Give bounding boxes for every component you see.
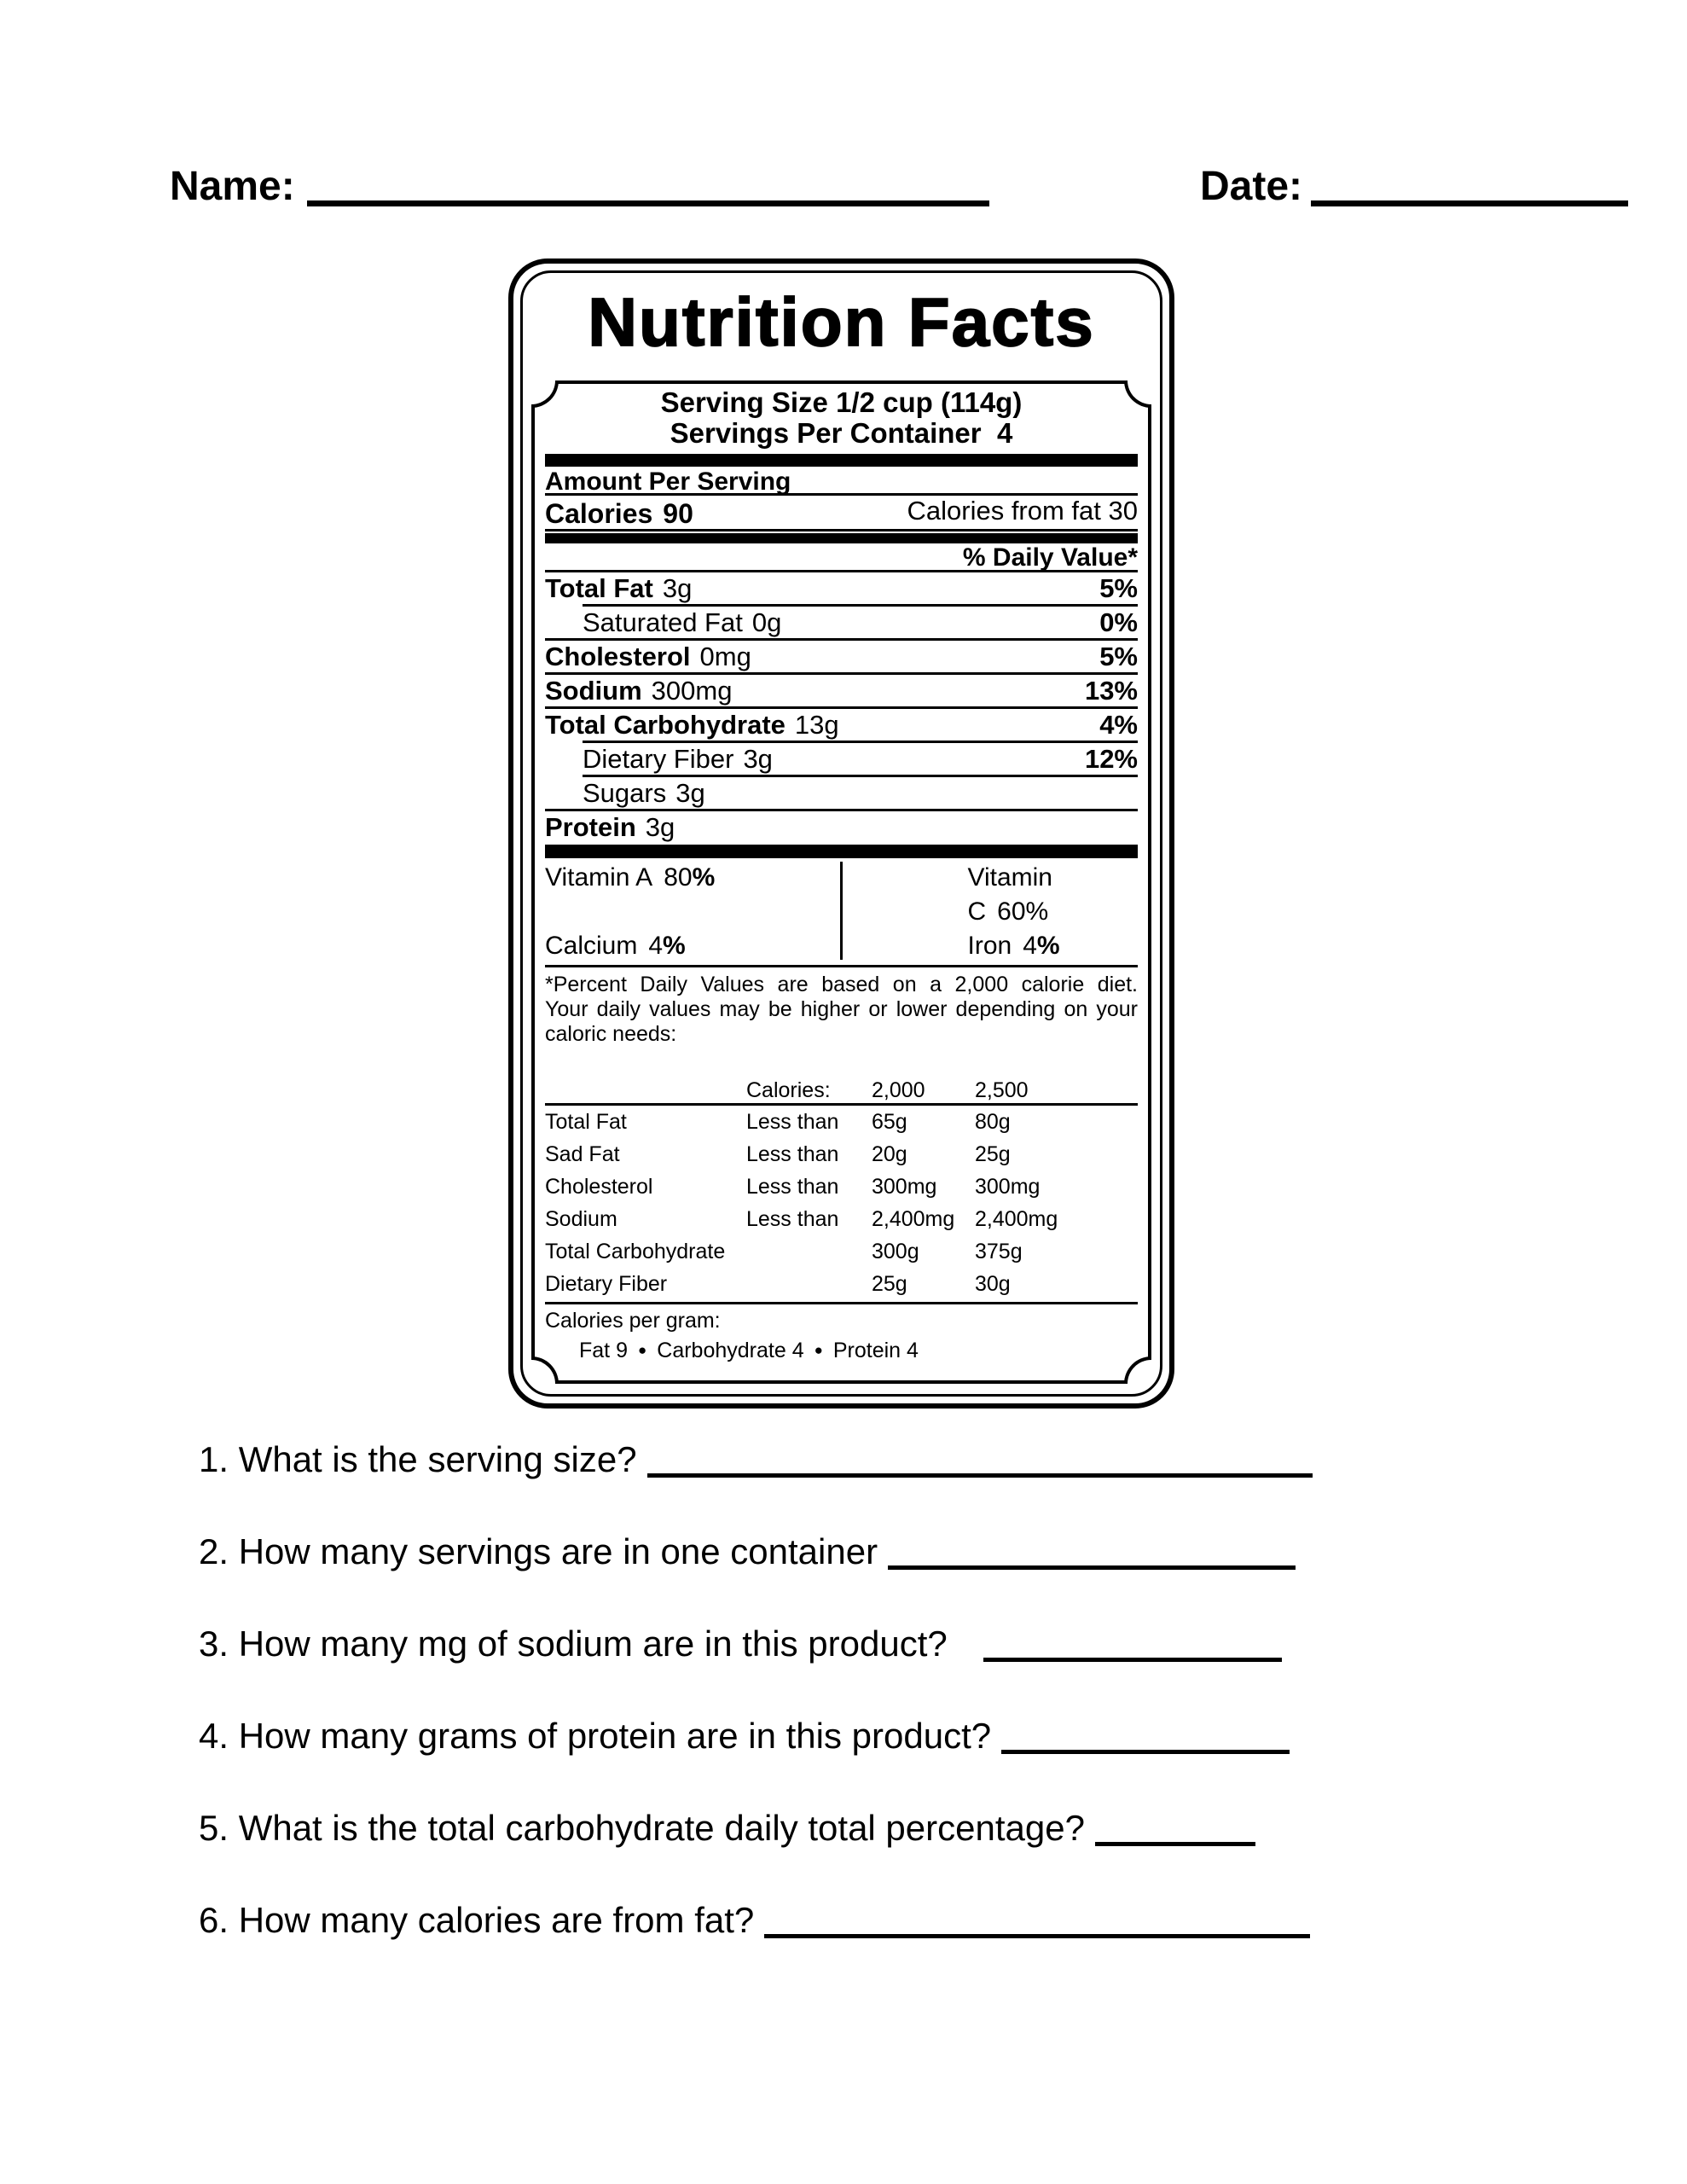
bullet-icon: ● <box>637 1342 647 1358</box>
name-date-bar <box>170 164 1628 210</box>
vitamins-divider <box>840 862 843 960</box>
thick-separator-bar <box>545 533 1138 543</box>
question-5-answer-blank[interactable] <box>1095 1842 1255 1846</box>
table-cell: 65g <box>872 1110 907 1134</box>
nutrient-row-total-carbohydrate: Total Carbohydrate 13g 4% <box>545 710 1138 740</box>
date-label: Date: <box>1199 164 1302 209</box>
question-2-answer-blank[interactable] <box>888 1565 1296 1570</box>
table-cell: 20g <box>872 1142 907 1166</box>
table-cell: Total Carbohydrate <box>545 1240 726 1263</box>
calcium: Calcium 4% <box>545 932 686 960</box>
nutrient-row-total-fat: Total Fat 3g 5% <box>545 573 1138 603</box>
footnote-line: caloric needs: <box>545 1022 677 1046</box>
question-text: 2. How many servings are in one container <box>199 1531 878 1571</box>
thick-separator-bar <box>545 454 1138 467</box>
nutrient-row-protein: Protein 3g <box>545 812 675 842</box>
question-4 <box>199 1716 1529 1756</box>
calories-per-gram-values: Fat 9 ● Carbohydrate 4 ● Protein 4 <box>579 1339 919 1362</box>
calories-from-fat: Calories from fat 30 <box>907 496 1138 526</box>
table-cell: Sad Fat <box>545 1142 620 1166</box>
label-plaque <box>531 380 1151 1384</box>
table-cell: 80g <box>975 1110 1011 1134</box>
question-1 <box>199 1440 1529 1479</box>
vitamin-a: Vitamin A 80% <box>545 863 716 892</box>
table-cell: Less than <box>746 1142 839 1166</box>
question-3-answer-blank[interactable] <box>983 1658 1282 1662</box>
bullet-icon: ● <box>814 1342 823 1358</box>
question-text: 6. How many calories are from fat? <box>199 1900 755 1940</box>
table-cell: 300mg <box>872 1175 937 1199</box>
question-list <box>199 1440 1529 1993</box>
table-cell <box>746 1235 872 1268</box>
table-cell: 375g <box>975 1240 1023 1263</box>
daily-value-percent: 13% <box>1084 676 1138 706</box>
table-header-cell: 2,000 <box>872 1078 925 1102</box>
date-answer-blank[interactable] <box>1311 200 1628 206</box>
question-5 <box>199 1809 1529 1848</box>
table-cell: 300g <box>872 1240 919 1263</box>
table-cell: 300mg <box>975 1175 1041 1199</box>
table-cell: 25g <box>975 1142 1011 1166</box>
footnote <box>545 973 1138 1047</box>
daily-value-percent: 4% <box>1099 710 1138 740</box>
table-cell: Total Fat <box>545 1110 627 1134</box>
calories-per-gram-label: Calories per gram: <box>545 1309 721 1333</box>
nutrient-row-dietary-fiber: Dietary Fiber 3g 12% <box>583 744 1138 774</box>
table-cell: 2,400mg <box>872 1207 955 1231</box>
question-3 <box>199 1624 1529 1664</box>
servings-per-container: Servings Per Container 4 <box>670 417 1013 449</box>
question-6 <box>199 1901 1529 1940</box>
table-header-cell: Calories: <box>746 1078 831 1102</box>
serving-size: Serving Size 1/2 cup (114g) <box>660 386 1023 418</box>
label-outer-border <box>508 258 1174 1409</box>
reference-table <box>545 1106 1138 1300</box>
table-cell: Less than <box>746 1110 839 1134</box>
thick-separator-bar <box>545 845 1138 858</box>
question-text: 4. How many grams of protein are in this product? <box>199 1716 992 1756</box>
daily-value-percent: 5% <box>1099 642 1138 671</box>
question-text: 1. What is the serving size? <box>199 1439 637 1479</box>
table-cell: Sodium <box>545 1207 617 1231</box>
vitamins-section <box>545 858 1138 967</box>
question-1-answer-blank[interactable] <box>647 1473 1313 1478</box>
nutrient-row-sugars: Sugars 3g <box>583 778 705 808</box>
question-6-answer-blank[interactable] <box>764 1934 1310 1938</box>
table-cell: Less than <box>746 1207 839 1231</box>
nutrition-facts-label <box>508 258 1174 1409</box>
daily-value-percent: 5% <box>1099 573 1138 603</box>
table-header-cell: 2,500 <box>975 1078 1029 1102</box>
label-inner-border <box>520 270 1162 1397</box>
table-cell: 30g <box>975 1272 1011 1296</box>
name-group <box>170 164 989 210</box>
table-cell: 2,400mg <box>975 1207 1058 1231</box>
footnote-line: Your daily values may be higher or lower depending on your <box>545 997 1138 1021</box>
table-cell: Cholesterol <box>545 1175 653 1199</box>
vitamin-c: Vitamin C 60% <box>967 863 1052 926</box>
table-cell: Dietary Fiber <box>545 1272 668 1296</box>
reference-table-header <box>545 1077 1138 1106</box>
question-4-answer-blank[interactable] <box>1001 1750 1290 1754</box>
iron: Iron 4% <box>967 932 1060 960</box>
daily-value-percent: 12% <box>1084 744 1138 774</box>
calories-row <box>545 496 1138 531</box>
name-label: Name: <box>170 164 295 209</box>
nutrient-row-saturated-fat: Saturated Fat 0g 0% <box>583 607 1138 637</box>
nutrient-row-cholesterol: Cholesterol 0mg 5% <box>545 642 1138 671</box>
label-title: Nutrition Facts <box>588 284 1095 360</box>
daily-value-percent: 0% <box>1099 607 1138 637</box>
question-2 <box>199 1532 1529 1571</box>
table-cell: 25g <box>872 1272 907 1296</box>
question-text: 3. How many mg of sodium are in this product? <box>199 1623 948 1664</box>
calories-value: Calories 90 <box>545 498 693 529</box>
name-answer-blank[interactable] <box>307 200 989 206</box>
table-cell <box>746 1268 872 1300</box>
daily-value-header: % Daily Value* <box>545 545 1138 572</box>
table-cell: Less than <box>746 1175 839 1199</box>
date-group <box>1200 164 1628 210</box>
amount-per-serving: Amount Per Serving <box>545 467 1138 496</box>
footnote-line: *Percent Daily Values are based on a 2,000 calorie diet. <box>545 973 1138 996</box>
nutrient-row-sodium: Sodium 300mg 13% <box>545 676 1138 706</box>
question-text: 5. What is the total carbohydrate daily total percentage? <box>199 1808 1085 1848</box>
table-header-cell <box>545 1077 746 1103</box>
